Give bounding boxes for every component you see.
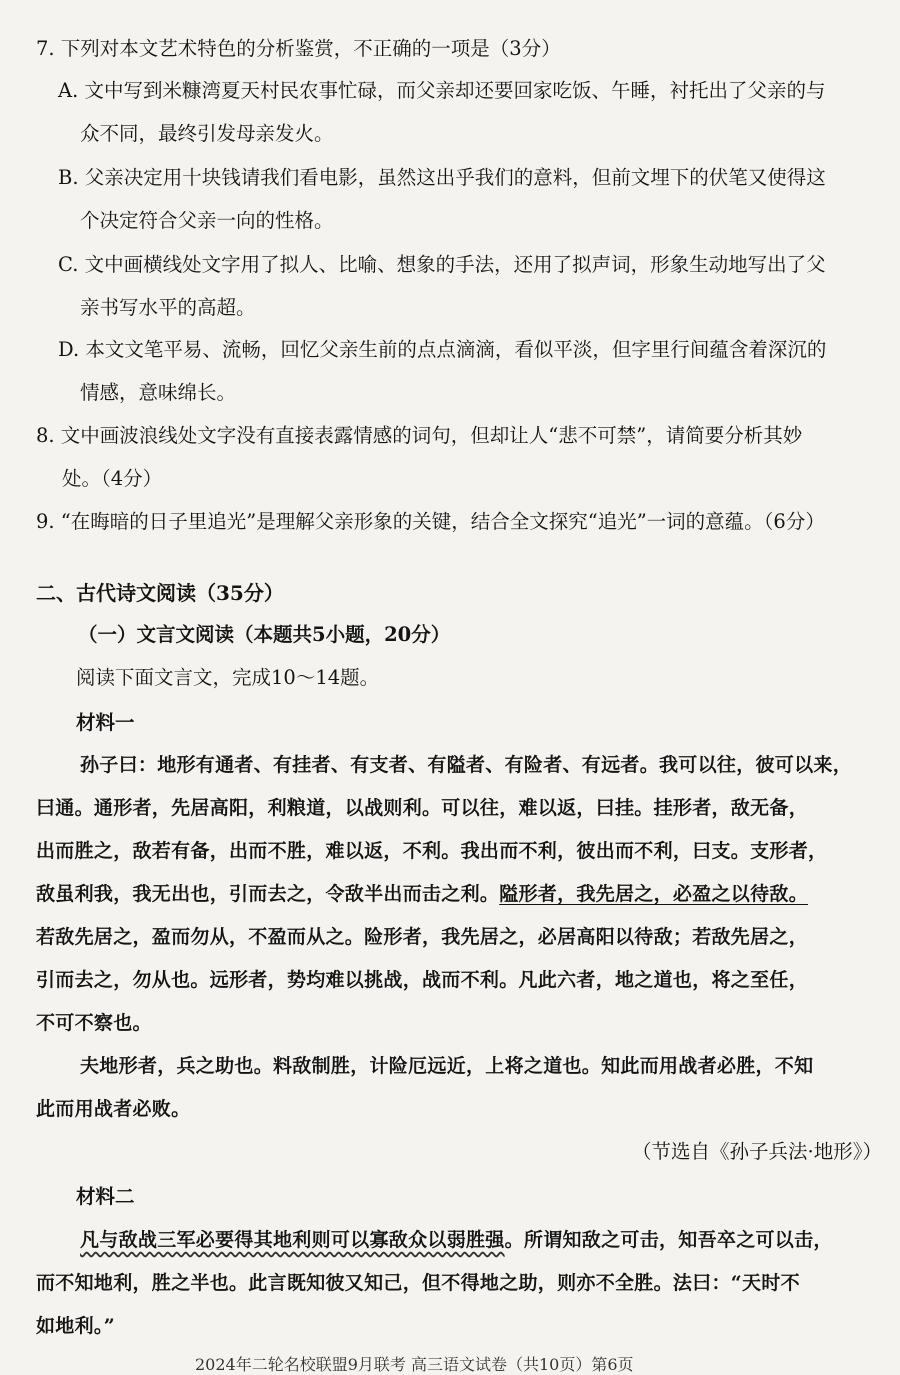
section2-title: 二、古代诗文阅读（35分） (36, 581, 284, 605)
material1-label: 材料一 (76, 711, 135, 734)
material1-line4 (36, 879, 808, 909)
q7-option-c-line2: 亲书写水平的高超。 (80, 296, 256, 319)
page-footer: 2024年二轮名校联盟9月联考 高三语文试卷（共10页）第6页 (195, 1355, 634, 1374)
section2-intro: 阅读下面文言文，完成10～14题。 (76, 666, 380, 689)
material2-line1-rest: 。所谓知敌之可击，知吾卒之可以击， (504, 1229, 833, 1251)
q7-option-b-line2: 个决定符合父亲一向的性格。 (80, 209, 334, 232)
q8-line1: 8. 文中画波浪线处文字没有直接表露情感的词句，但却让人“悲不可禁”，请简要分析其妙 (36, 424, 803, 447)
section2-subtitle: （一）文言文阅读（本题共5小题，20分） (78, 623, 451, 646)
material2-line3: 如地利。” (36, 1315, 115, 1337)
underlined-sentence: 隘形者，我先居之，必盈之以待敌。 (499, 883, 809, 905)
material1-source: （节选自《孙子兵法·地形》） (632, 1140, 882, 1163)
q7-stem: 7. 下列对本文艺术特色的分析鉴赏，不正确的一项是（3分） (36, 37, 561, 60)
wavy-underlined-sentence: 凡与敌战三军必要得其地利则可以寡敌众以弱胜强 (80, 1229, 505, 1251)
q8-line2: 处。（4分） (62, 467, 163, 490)
material1-line5: 若敌先居之，盈而勿从，不盈而从之。险形者，我先居之，必居高阳以待敌；若敌先居之， (36, 926, 809, 948)
material1-line4-text: 敌虽利我，我无出也，引而去之，令敌半出而击之利。 (36, 883, 500, 905)
material1-line7: 不可不察也。 (36, 1012, 152, 1034)
material1-line1: 孙子曰：地形有通者、有挂者、有支者、有隘者、有险者、有远者。我可以往，彼可以来， (80, 754, 853, 776)
material2-line1 (80, 1225, 833, 1255)
q7-option-d-line2: 情感，意味绵长。 (80, 381, 237, 404)
material2-line2: 而不知地利，胜之半也。此言既知彼又知己，但不得地之助，则亦不全胜。法曰：“天时不 (36, 1272, 800, 1294)
q9: 9. “在晦暗的日子里追光”是理解父亲形象的关键，结合全文探究“追光”一词的意蕴。（6分） (36, 510, 825, 533)
q7-option-d-line1: D. 本文文笔平易、流畅，回忆父亲生前的点点滴滴，看似平淡，但字里行间蕴含着深沉的 (58, 338, 827, 361)
material1-p2-line1: 夫地形者，兵之助也。料敌制胜，计险厄远近，上将之道也。知此而用战者必胜，不知 (80, 1055, 814, 1077)
q7-option-a-line2: 众不同，最终引发母亲发火。 (80, 122, 334, 145)
material2-label: 材料二 (76, 1185, 135, 1208)
material1-line3: 出而胜之，敌若有备，出而不胜，难以返，不利。我出而不利，彼出而不利，曰支。支形者， (36, 840, 828, 862)
material1-line2: 曰通。通形者，先居高阳，利粮道，以战则利。可以往，难以返，曰挂。挂形者，敌无备， (36, 797, 809, 819)
material1-p2-line2: 此而用战者必败。 (36, 1098, 191, 1120)
q7-option-c-line1: C. 文中画横线处文字用了拟人、比喻、想象的手法，还用了拟声词，形象生动地写出了父 (58, 253, 826, 276)
q7-option-a-line1: A. 文中写到米糠湾夏天村民农事忙碌，而父亲却还要回家吃饭、午睡，衬托出了父亲的与 (58, 79, 826, 102)
q7-option-b-line1: B. 父亲决定用十块钱请我们看电影，虽然这出乎我们的意料，但前文埋下的伏笔又使得这 (58, 166, 826, 189)
material1-line6: 引而去之，勿从也。远形者，势均难以挑战，战而不利。凡此六者，地之道也，将之至任， (36, 969, 809, 991)
